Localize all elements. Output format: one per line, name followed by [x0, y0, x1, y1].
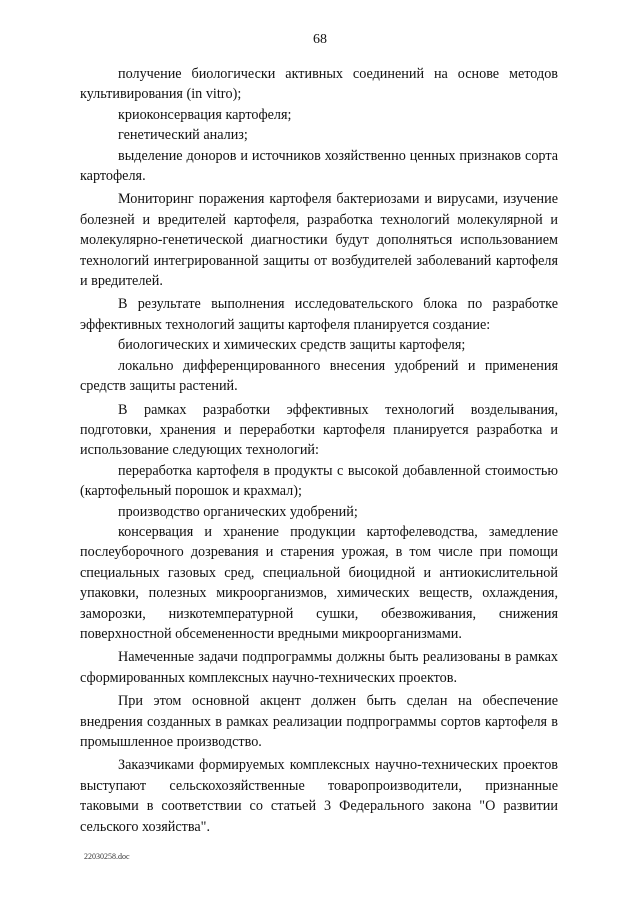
list-item: переработка картофеля в продукты с высокой добавленной стоимостью (картофельный порошок и крахмал);: [80, 462, 558, 500]
paragraph: В результате выполнения исследовательского блока по разработке эффективных технологий защиты картофеля планируется создание:: [80, 296, 558, 333]
paragraph: Заказчиками формируемых комплексных научно-технических проектов выступают сельскохозяйственные товаропроизводители, признанные таковыми в соответствии со статьей 3 Федерального закона "О развитии сельского хозяйства".: [80, 757, 558, 835]
document-body: [80, 64, 558, 837]
paragraph: Мониторинг поражения картофеля бактериозами и вирусами, изучение болезней и вредителей картофеля, разработка технологий молекулярной и молекулярно-генетической диагностики будут дополняться использованием технологий интегрированной защиты от возбудителей заболеваний картофеля и вредителей.: [80, 191, 558, 290]
paragraph: Намеченные задачи подпрограммы должны быть реализованы в рамках сформированных комплексных научно-технических проектов.: [80, 649, 558, 686]
list-item: производство органических удобрений;: [118, 503, 358, 520]
page-number: 68: [313, 32, 327, 47]
list-item: генетический анализ;: [118, 127, 248, 144]
paragraph: При этом основной акцент должен быть сделан на обеспечение внедрения созданных в рамках реализации подпрограммы сортов картофеля в промышленное производство.: [80, 693, 558, 750]
paragraph: В рамках разработки эффективных технологий возделывания, подготовки, хранения и переработки картофеля планируется разработка и использование следующих технологий:: [80, 401, 558, 459]
list-item: консервация и хранение продукции картофелеводства, замедление послеуборочного дозревания и старения урожая, в том числе при помощи специальных газовых сред, специальной биоцидной и антиокислительной упаковки, полезных микроорганизмов, химических веществ, охлаждения, заморозки, низкотемпературной сушки, обезвоживания, снижения поверхностной обсемененности вредными микроорганизмами.: [80, 523, 558, 642]
list-item: криоконсервация картофеля;: [118, 106, 292, 123]
footer-document-code: 22030258.doc: [84, 852, 130, 861]
list-item: биологических и химических средств защиты картофеля;: [118, 337, 466, 354]
list-item: получение биологически активных соединений на основе методов культивирования (in vitro);: [80, 66, 558, 103]
list-item: локально дифференцированного внесения удобрений и применения средств защиты растений.: [80, 357, 558, 395]
list-item: выделение доноров и источников хозяйственно ценных признаков сорта картофеля.: [80, 147, 558, 185]
